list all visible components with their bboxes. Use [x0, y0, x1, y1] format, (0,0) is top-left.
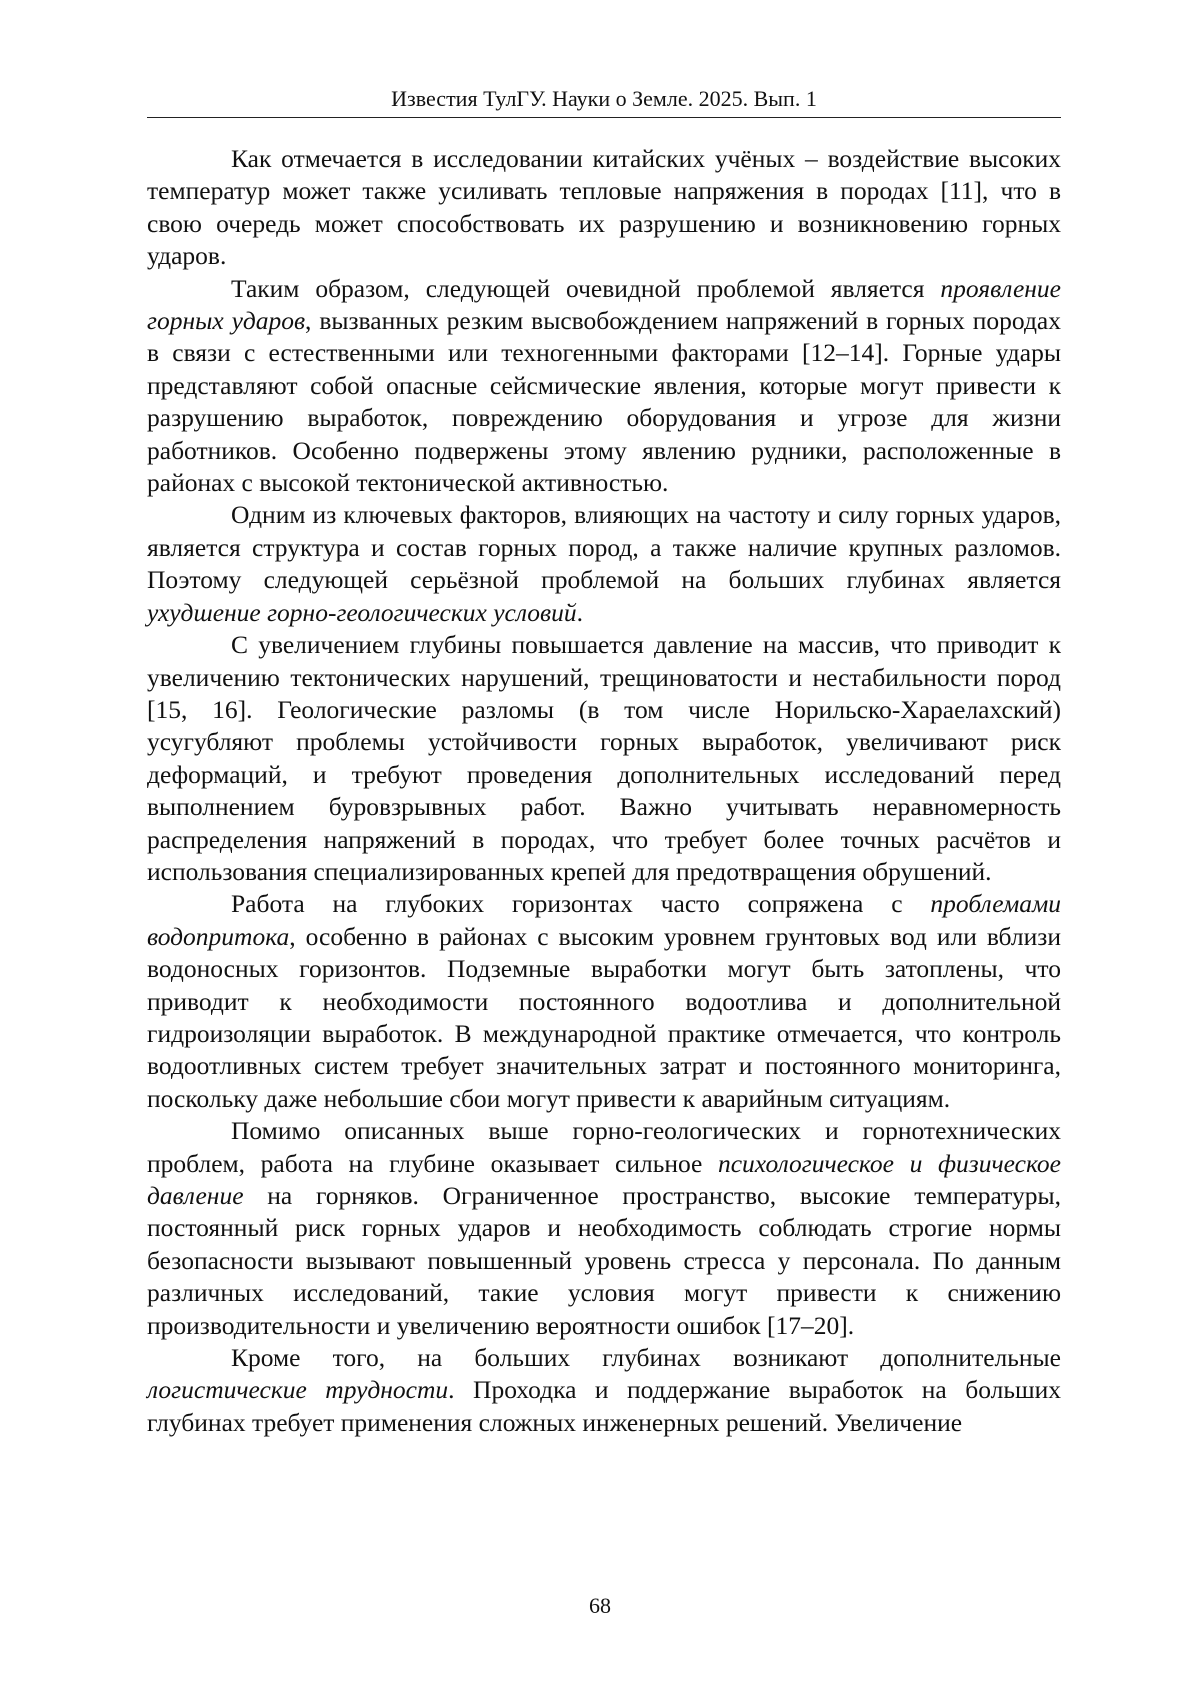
article-body — [147, 143, 1061, 1439]
paragraph-rock-bursts: Таким образом, следующей очевидной проблемой является проявление горных ударов, вызванных резким высвобождением напряжений в горных породах в связи с естественными или техногенными факторами [12–14]. Горные удары представляют собой опасные сейсмические явления, которые могут привести к разрушению выработок, повреждению оборудования и угрозе для жизни работников. Особенно подвержены этому явлению рудники, расположенные в районах с высокой тектонической активностью. — [147, 273, 1061, 498]
emphasis-rock-bursts: проявление горных ударов — [147, 273, 1061, 336]
journal-title: Известия ТулГУ. Науки о Земле. 2025. Вып. 1 — [391, 86, 817, 111]
emphasis-psychological-pressure: психологическое и физическое давление — [147, 1148, 1061, 1210]
paragraph-water-inflow: Работа на глубоких горизонтах часто сопряжена с проблемами водопритока, особенно в районах с высоким уровнем грунтовых вод или вблизи водоносных горизонтов. Подземные выработки могут быть затоплены, что приводит к необходимости постоянного водоотлива и дополнительной гидроизоляции выработок. В международной практике отмечается, что контроль водоотливных систем требует значительных затрат и постоянного мониторинга, поскольку даже небольшие сбои могут привести к аварийным ситуациям. — [147, 889, 1061, 1113]
paragraph-thermal-stress: Как отмечается в исследовании китайских учёных – воздействие высоких температур может также усиливать тепловые напряжения в породах [11], что в свою очередь может способствовать их разрушению и возникновению горных ударов. — [147, 144, 1061, 271]
paragraph-psychological-pressure: Помимо описанных выше горно-геологических и горнотехнических проблем, работа на глубине оказывает сильное психологическое и физическое давление на горняков. Ограниченное пространство, высокие температуры, постоянный риск горных ударов и необходимость соблюдать строгие нормы безопасности вызывают повышенный уровень стресса у персонала. По данным различных исследований, такие условия могут привести к снижению производительности и увеличению вероятности ошибок [17–20]. — [147, 1116, 1061, 1340]
paragraph-logistics: Кроме того, на больших глубинах возникают дополнительные логистические трудности. Проходка и поддержание выработок на больших глубинах требует применения сложных инженерных решений. Увеличение — [147, 1343, 1061, 1437]
emphasis-water-inflow: проблемами водопритока — [147, 889, 1061, 951]
emphasis-geological-conditions: ухудшение горно-геологических условий — [147, 597, 577, 627]
running-header — [147, 84, 1061, 118]
emphasis-logistics: логистические трудности — [147, 1375, 449, 1405]
paragraph-depth-pressure: С увеличением глубины повышается давление на массив, что приводит к увеличению тектонических нарушений, трещиноватости и нестабильности пород [15, 16]. Геологические разломы (в том числе Норильско-Хараелахский) усугубляют проблемы устойчивости горных выработок, увеличивают риск деформаций, и требуют проведения дополнительных исследований перед выполнением буровзрывных работ. Важно учитывать неравномерность распределения напряжений в породах, что требует более точных расчётов и использования специализированных крепей для предотвращения обрушений. — [147, 630, 1061, 886]
page-number: 68 — [589, 1593, 611, 1618]
paragraph-geological-conditions: Одним из ключевых факторов, влияющих на частоту и силу горных ударов, является структура и состав горных пород, а также наличие крупных разломов. Поэтому следующей серьёзной проблемой на больших глубинах является ухудшение горно-геологических условий. — [147, 500, 1061, 627]
